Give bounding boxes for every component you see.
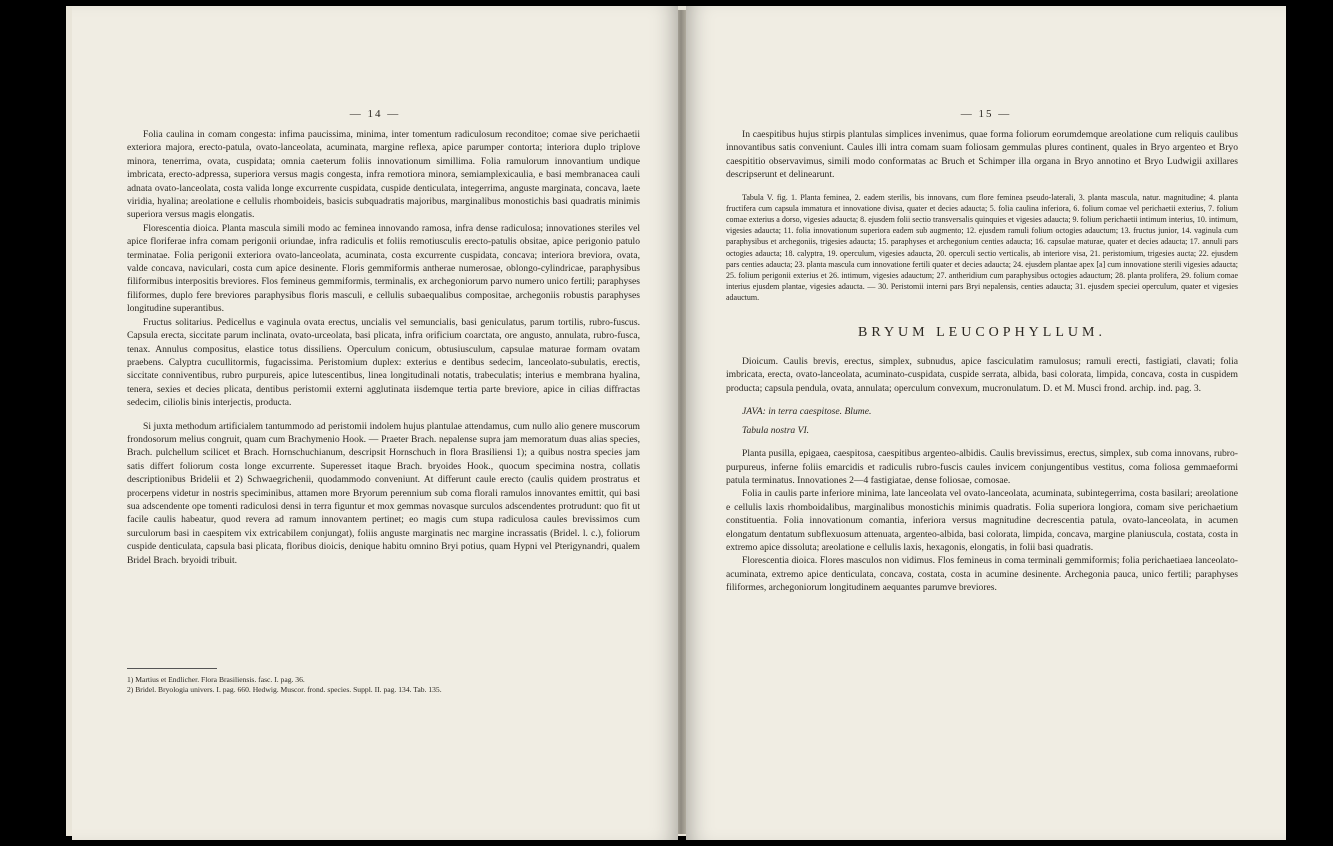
paragraph: In caespitibus hujus stirpis plantulas simplices invenimus, quae forma foliorum eorumdemque areolatione cum reliquis caulibus innovantibus satis conveniunt. Caules illi intra comam suam foliosam gemmulas plures continent, quales in Bryo argenteo et Bryo caespititio observavimus, simili modo conformatas ac Bruch et Schimper illa organa in Bryo annotino et Bryo Ludwigii axillares descripserunt et delinearunt. xyxy=(726,129,1238,181)
paragraph: Folia in caulis parte inferiore minima, late lanceolata vel ovato-lanceolata, acuminata, subintegerrima, costa basilari; areolatione e cellulis laxis rhomboidalibus, marginalibus monostichis minimis quadratis. Folia superiora longiora, comam sive perichaetium constituentia. Folia innovationum comantia, inferiora versus magnitudine decrescentia patula, ovato-lanceolata, in acumen elongatum dentatum subflexuosum attenuata, argenteo-albida, basi colorata, limpida, concava, margine planiuscula, costata, costa in extremo apice dissoluta; areolatione e cellulis laxis, hexagonis, elongatis, in folii basi quadratis. xyxy=(726,488,1238,553)
plate-explanation: Tabula V. fig. 1. Planta feminea, 2. eadem sterilis, bis innovans, cum flore feminea pseudo-laterali, 3. planta mascula, natur. magnitudine; 4. planta fructifera cum capsula immatura et innovatione divisa, quater et decies adaucta; 5. folia caulina inferiora, 6. folium comae vel perichaetii exterius, 7. folium comae exterius a dorso, vigesies adaucta; 8. ejusdem folii sectio transversalis quinquies et vigesies adaucta; 9. folium perichaetii intimum interius, 10. intimum, vigesies adaucta; 11. folia innovationum superiora eadem sub augmento; 12. ejusdem ramuli folium octogies adauctum; 13. fructus junior, 14. vaginula cum paraphysibus et archegoniis, trigesies adaucta; 15. paraphyses et archegonium centies adaucta; 16. capsulae maturae, quater et decies adaucta; 17. annuli pars octogies adaucta; 18. calyptra, 19. operculum, vigesies adaucta, 20. operculi sectio verticalis, ab interiore visa, 21. peristomium, trigesies aucta; 22. ejusdem pars centies adaucta; 23. planta mascula cum innovatione fertili quater et decies adaucta; 24. ejusdem plantae apex [a] cum innovatione sterili vigesies adaucta; 25. folium perigonii exterius et 26. intimum, vigesies adauctum; 27. antheridium cum paraphysibus octogies adauctum; 28. planta prolifera, 29. folium comae interius ejusdem plantae, vigesies adaucta. — 30. Peristomii interni pars Bryi nepalensis, centies adaucta; 31. ejusdem speciei operculum, quater et vigesies adauctum. xyxy=(726,192,1238,303)
right-page xyxy=(686,6,1286,840)
paragraph: Florescentia dioica. Planta mascula simili modo ac feminea innovando ramosa, infra dense radiculosa; innovationes steriles vel apice floriferae infra comam perigonii oriundae, infra radiculis et foliis remotiusculis erecto-patulis obsitae, apice perigonio patulo terminatae. Folia perigonii exteriora ovato-lanceolata, acuminata, costa excurrente cuspidata, concava; interiora breviora, ovata, valde concava, naviculari, costa cum apice desinente. Floris gemmiformis antherae numerosae, oblongo-cylindricae, paraphysibus filiformibus interpositis breviores. Flos femineus gemmiformis, terminalis, ex archegoniorum parvo numero unico fertili; paraphyses filiformes, duplo fere breviores paraphysibus floris masculi, e cellulis subaequalibus compositae, archegoniis robustis paraphyses longitudine superantibus. xyxy=(127,222,640,315)
left-page xyxy=(72,6,678,840)
left-page-body xyxy=(127,128,640,567)
plate-reference: Tabula nostra VI. xyxy=(742,424,810,436)
species-heading: BRYUM LEUCOPHYLLUM. xyxy=(858,324,1106,340)
paragraph: Si juxta methodum artificialem tantummodo ad peristomii indolem hujus plantulae attendamus, cum nullo alio genere muscorum frondosorum melius congruit, quam cum Brachymenio Hook. — Praeter Brach. nepalense supra jam memoratum duas alias species, Brach. pulchellum scilicet et Brach. Hornschuchianum, descripsit Hornschuch in flora Brasiliensi 1); a quibus nostra species jam satis differt foliorum costa longe excurrente. Superesset itaque Brach. bryoides Hook., quocum specimina nostra, collatis descriptionibus Bridelii et 2) Schwaegrichenii, quodammodo conveniunt. At differunt caule erecto (caulis quidem prostratus et procerpens videtur in nostris speciminibus, attamen more Bryorum perennium sub coma florali ramulos innovantes emittit, qui basi sua adscendente ope tomenti radiculosi densi in terra figuntur et mox gemmas novasque surculos adscendentes protrudunt: quo fit ut facile caulis habeatur, quod revera ad ramum innovantem pertinet; eo magis cum stupa radiculosa caules brevissimos cum surculorum basi in caespitem vix extricabilem conjungat), foliis anguste marginatis nec margine incrassatis (Bridel. l. c.), foliorum cuspide denticulata, capsula basi plicata, floribus dioicis, denique habitu omnino Bryi potius, quam Hypni vel Pterigynandri, qualem Bridel Brach. bryoidi tribuit. xyxy=(127,420,640,566)
locality: JAVA: in terra caespitose. Blume. xyxy=(742,406,872,418)
footnotes xyxy=(127,668,640,695)
species-diagnosis: Dioicum. Caulis brevis, erectus, simplex, subnudus, apice fasciculatim ramulosus; ramuli erecti, fastigiati, clavati; folia imbricata, erecta, ovato-lanceolata, acuminato-cuspidata, cuspide serrata, albida, basi colorata, limpida, concava, costa in cuspidem producta; capsula pendula, ovata, annulata; operculum convexum, mucronulatum. D. et M. Musci frond. archip. ind. pag. 3. xyxy=(726,356,1238,394)
right-page-body xyxy=(726,128,1238,595)
paragraph: Folia caulina in comam congesta: infima paucissima, minima, inter tomentum radiculosum reconditoe; comae sive perichaetii exteriora majora, erecto-patula, ovato-lanceolata, acuminata, margine reflexa, apice parumper contorta; interiora duplo triplove minora, tenerrima, ovata, cuspidata; omnia caeterum foliis innovationum simillima. Folia ramulorum innovantium undique imbricata, erecto-adpressa, superiora versus magis congesta, infra remotiora minora, semiamplexicaulia, e basi membranacea cauli adnata ovato-lanceolata, costa valida longe excurrente cuspidata, cuspide denticulata, integerrima, anguste marginata, concava, laete viridia, hyalina; areolatione e cellulis rhomboideis, basicis subquadratis majoribus, marginalibus monostichis basi quadratis minimis superiora versus magis elongatis. xyxy=(127,129,640,221)
footnote: 2) Bridel. Bryologia univers. I. pag. 660. Hedwig. Muscor. frond. species. Suppl. II. pag. 134. Tab. 135. xyxy=(127,685,442,694)
paragraph: Planta pusilla, epigaea, caespitosa, caespitibus argenteo-albidis. Caulis brevissimus, erectus, simplex, sub coma innovans, rubro-purpureus, inferne foliis emarcidis et radiculis rubro-fuscis caules invicem conjungentibus vestitus, coma foliosa gemmaeformi patula terminatus. Innovationes 2—4 fastigiatae, dense foliosae, comosae. xyxy=(726,448,1238,486)
footnote-rule xyxy=(127,668,217,669)
footnote: 1) Martius et Endlicher. Flora Brasiliensis. fasc. I. pag. 36. xyxy=(127,675,305,684)
page-number-right: — 15 — xyxy=(960,108,1012,120)
page-number-left: — 14 — xyxy=(349,108,401,120)
paragraph: Florescentia dioica. Flores masculos non vidimus. Flos femineus in coma terminali gemmiformis; folia perichaetiaea lanceolato-acuminata, extremo apice denticulata, concava, costata, costa in acumine desinente. Archegonia pauca, unico fertili; paraphyses filiformes, archegoniorum longitudinem aequantes parumve breviores. xyxy=(726,555,1238,594)
paragraph: Fructus solitarius. Pedicellus e vaginula ovata erectus, uncialis vel semuncialis, basi geniculatus, parum tortilis, rubro-fuscus. Capsula erecta, siccitate parum inclinata, ovato-urceolata, basi plicata, infra orificium coarctata, ore angusto, annulata, rubro-fusca, tenax. Annulus compositus, elastice totus dissiliens. Operculum conicum, obtusiusculum, capsulae maturae formam ovatam praebens. Calyptra cucullitormis, fugacissima. Peristomium duplex: exterius e dentibus sedecim, lanceolato-subulatis, erectis, siccitate conniventibus, rubro purpureis, apice lutescentibus, linea longitudinali notatis, trabeculatis; interius e membrana hyalina, tenera, sexies et decies plicata, dentibus peristomii externi agglutinata iisdemque tertia parte breviore, apice in cilias diffractas sedecim, ciliolis binis interjectis, producta. xyxy=(127,316,640,409)
